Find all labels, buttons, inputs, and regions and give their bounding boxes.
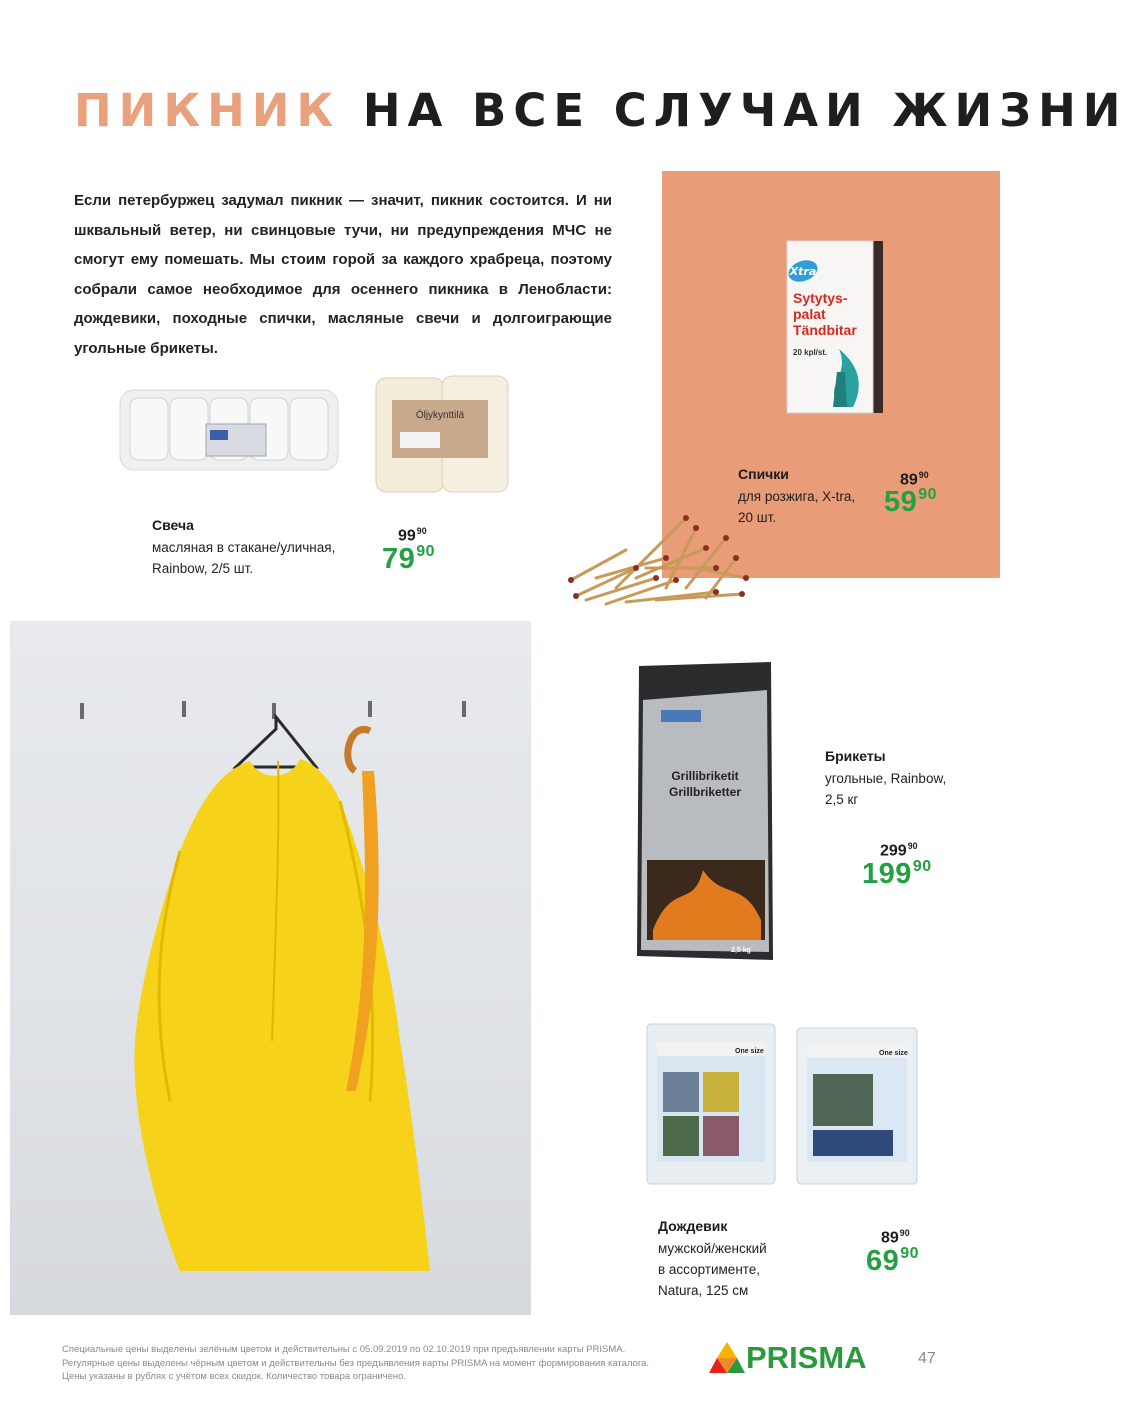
raincoat-old-price: $89^{90}$ <box>881 1228 910 1247</box>
candle-pack-image <box>118 380 340 480</box>
candle-info <box>152 517 352 579</box>
matches-pile-image <box>566 508 752 608</box>
bag-line2: Grillbriketter <box>668 785 742 799</box>
jar-label: Öljykynttilä <box>415 410 465 421</box>
matches-old-price: $89^{90}$ <box>900 470 929 489</box>
footer-line-2: Регулярные цены выделены чёрным цветом и действительны без предъявления карты PRISMA на момент формирования каталога. <box>62 1357 650 1369</box>
briquettes-old-price: $299^{90}$ <box>880 841 918 860</box>
raincoat-pack-2-image <box>795 1026 919 1186</box>
matches-info <box>738 466 868 528</box>
matches-desc-2: 20 шт. <box>738 510 777 525</box>
box-brand: Xtra <box>789 265 817 278</box>
title-rest: НА ВСЕ СЛУЧАИ ЖИЗНИ <box>362 84 1127 137</box>
prisma-logo-text: PRISMA <box>746 1340 867 1375</box>
briquettes-name: Брикеты <box>825 748 886 764</box>
candle-desc-2: Rainbow, 2/5 шт. <box>152 561 254 576</box>
raincoat-info <box>658 1218 818 1301</box>
candle-desc-1: масляная в стакане/уличная, <box>152 540 336 555</box>
raincoat-new-price: $69^{90}$ <box>866 1245 919 1277</box>
candle-new-price: $79^{90}$ <box>382 543 435 575</box>
briquettes-info <box>825 748 965 810</box>
matches-new-price: $59^{90}$ <box>884 486 937 518</box>
candle-old-price: $99^{90}$ <box>398 526 427 545</box>
pack2-size: One size <box>879 1050 908 1057</box>
box-line4: 20 kpl/st. <box>793 348 828 357</box>
bag-line1: Grillibriketit <box>671 769 739 783</box>
page-title <box>74 84 1127 137</box>
title-accent: ПИКНИК <box>74 84 341 137</box>
matches-name: Спички <box>738 466 789 482</box>
page-number: 47 <box>918 1350 936 1367</box>
raincoat-name: Дождевик <box>658 1218 728 1234</box>
bag-weight: 2,5 kg <box>731 947 751 954</box>
box-line1: Sytytys- <box>793 290 848 306</box>
charcoal-bag-image <box>633 660 777 962</box>
footer-line-3: Цены указаны в рублях с учётом всех скидок. Количество товара ограничено. <box>62 1371 407 1382</box>
box-line2: palat <box>793 306 826 322</box>
candle-jar-image <box>372 372 512 496</box>
raincoat-illustration <box>10 621 531 1315</box>
raincoat-desc-3: Natura, 125 см <box>658 1283 749 1298</box>
candle-name: Свеча <box>152 517 194 533</box>
footer-disclaimer <box>62 1343 682 1384</box>
raincoat-pack-1-image <box>645 1022 777 1186</box>
raincoat-photo <box>10 621 531 1315</box>
matchbox-image <box>781 237 885 415</box>
raincoat-desc-2: в ассортименте, <box>658 1262 761 1277</box>
box-line3: Tändbitar <box>793 322 857 338</box>
intro-paragraph: Если петербуржец задумал пикник — значит, пикник состоится. И ни шквальный ветер, ни свинцовые тучи, ни предупреждения МЧС не смогут ему помешать. Мы стоим горой за каждого храбреца, поэтому собрали самое необходимое для осеннего пикника в Ленобласти: дождевики, походные спички, масляные свечи и долгоиграющие угольные брикеты. <box>74 192 612 357</box>
raincoat-desc-1: мужской/женский <box>658 1241 767 1256</box>
briquettes-new-price: $199^{90}$ <box>862 858 932 890</box>
prisma-logo-icon <box>708 1340 746 1376</box>
footer-line-1: Специальные цены выделены зелёным цветом и действительны с 05.09.2019 по 02.10.2019 при предъявлении карты PRISMA. <box>62 1344 626 1355</box>
pack1-size: One size <box>735 1048 764 1055</box>
briquettes-desc-1: угольные, Rainbow, <box>825 771 947 786</box>
matches-desc-1: для розжига, X-tra, <box>738 489 856 504</box>
briquettes-desc-2: 2,5 кг <box>825 792 859 807</box>
